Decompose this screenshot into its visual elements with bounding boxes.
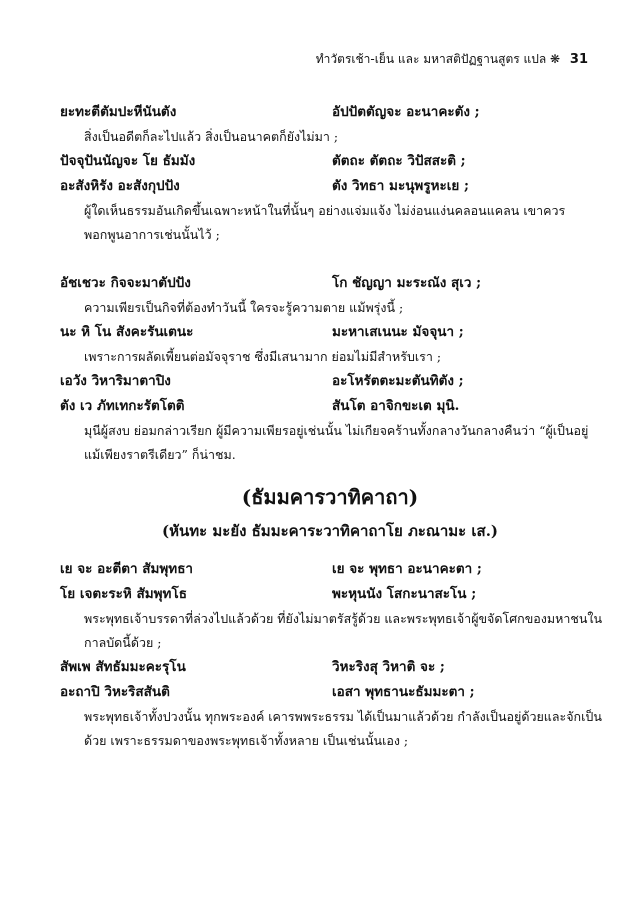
stanza-3 — [60, 557, 603, 753]
translation: พระพุทธเจ้าทั้งปวงนั้น ทุกพระองค์ เคารพพระธรรม ได้เป็นมาแล้วด้วย กำลังเป็นอยู่ด้วยและจักเป็นด้วย เพราะธรรมดาของพระพุทธเจ้าทั้งหลาย เป็นเช่นนั้นเอง ; — [84, 709, 602, 748]
translation: ผู้ใดเห็นธรรมอันเกิดขึ้นเฉพาะหน้าในที่นั้นๆ อย่างแจ่มแจ้ง ไม่ง่อนแง่นคลอนแคลน เขาควรพอกพูนอาการเช่นนั้นไว้ ; — [84, 203, 566, 242]
pali-line — [60, 582, 600, 607]
pali-left: อัชเชวะ กิจจะมาตัปปัง — [60, 275, 191, 291]
pali-right: โก ชัญญา มะระณัง สุเว ; — [332, 275, 482, 291]
pali-left: ยะทะตีตัมปะหีนันตัง — [60, 104, 177, 120]
header-text: ทำวัตรเช้า-เย็น และ มหาสติปัฏฐานสูตร แปล ❋ — [315, 52, 561, 66]
pali-right: ตัตถะ ตัตถะ วิปัสสะติ ; — [332, 153, 466, 169]
page-header — [316, 50, 588, 69]
pali-left: เย จะ อะตีตา สัมพุทธา — [60, 561, 194, 577]
pali-line — [60, 655, 600, 680]
stanza-1 — [60, 100, 600, 247]
pali-line — [60, 369, 600, 394]
pali-line — [60, 394, 600, 419]
pali-line — [60, 174, 600, 199]
pali-right: สันโต อาจิกขะเต มุนิ. — [332, 398, 460, 414]
main-content — [60, 100, 603, 753]
translation: เพราะการผลัดเพี้ยนต่อมัจจุราช ซึ่งมีเสนามาก ย่อมไม่มีสำหรับเรา ; — [84, 349, 442, 364]
pali-right: ตัง วิทธา มะนุพรูหะเย ; — [332, 178, 469, 194]
pali-right: มะหาเสเนนะ มัจจุนา ; — [332, 324, 464, 340]
pali-right: เย จะ พุทธา อะนาคะตา ; — [332, 561, 482, 577]
translation: พระพุทธเจ้าบรรดาที่ล่วงไปแล้วด้วย ที่ยังไม่มาตรัสรู้ด้วย และพระพุทธเจ้าผู้ขจัดโศกของมหาชนในกาลบัดนี้ด้วย ; — [84, 611, 603, 650]
pali-left: นะ หิ โน สังคะรันเตนะ — [60, 324, 194, 340]
pali-right: เอสา พุทธานะธัมมะตา ; — [332, 684, 475, 700]
pali-right: อะโหรัตตะมะตันทิตัง ; — [332, 373, 464, 389]
translation: สิ่งเป็นอดีตก็ละไปแล้ว สิ่งเป็นอนาคตก็ยังไม่มา ; — [84, 129, 339, 144]
pali-line — [60, 271, 600, 296]
translation: ความเพียรเป็นกิจที่ต้องทำวันนี้ ใครจะรู้ความตาย แม้พรุ่งนี้ ; — [84, 300, 404, 315]
section-subtitle: (หันทะ มะยัง ธัมมะคาระวาทิคาถาโย ภะณามะ เส.) — [161, 522, 499, 540]
pali-line — [60, 320, 600, 345]
pali-left: อะสังหิรัง อะสังกุปปัง — [60, 178, 180, 194]
pali-left: สัพเพ สัทธัมมะคะรุโน — [60, 659, 186, 675]
section-title: (ธัมมคารวาทิคาถา) — [241, 485, 419, 509]
spacer — [60, 247, 600, 271]
page-number: 31 — [569, 52, 588, 67]
pali-left: โย เจตะระหิ สัมพุทโธ — [60, 586, 187, 602]
pali-right: พะหุนนัง โสกะนาสะโน ; — [332, 586, 477, 602]
pali-left: เอวัง วิหาริมาตาปิง — [60, 373, 171, 389]
pali-left: ตัง เว ภัทเทกะรัตโตติ — [60, 398, 185, 414]
translation: มุนีผู้สงบ ย่อมกล่าวเรียก ผู้มีความเพียรอยู่เช่นนั้น ไม่เกียจคร้านทั้งกลางวันกลางคืนว่า “ผู้เป็นอยู่แม้เพียงราตรีเดียว” ก็น่าชม. — [84, 423, 589, 462]
pali-line — [60, 100, 600, 125]
pali-right: อัปปัตตัญจะ อะนาคะตัง ; — [332, 104, 480, 120]
pali-line — [60, 557, 600, 582]
pali-left: อะถาปิ วิหะริสสันติ — [60, 684, 170, 700]
pali-line — [60, 680, 600, 705]
pali-right: วิหะริงสุ วิหาติ จะ ; — [332, 659, 445, 675]
pali-line — [60, 149, 600, 174]
stanza-2 — [60, 271, 600, 467]
pali-left: ปัจจุปันนัญจะ โย ธัมมัง — [60, 153, 196, 169]
